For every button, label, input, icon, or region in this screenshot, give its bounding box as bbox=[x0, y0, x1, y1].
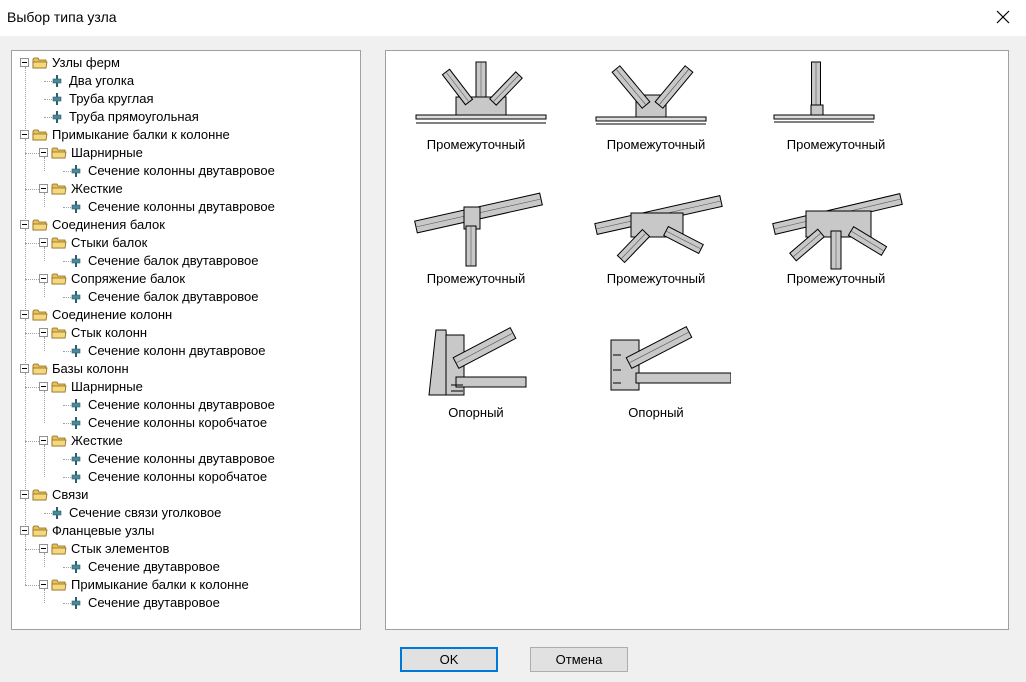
tree-folder-item[interactable] bbox=[51, 324, 147, 342]
truss-node-6-drawing bbox=[771, 191, 911, 271]
support-node-2-drawing bbox=[591, 325, 731, 405]
collapse-toggle-icon[interactable] bbox=[39, 238, 48, 247]
collapse-toggle-icon[interactable] bbox=[39, 382, 48, 391]
node-preview-card[interactable] bbox=[566, 51, 746, 171]
node-preview-card[interactable] bbox=[386, 51, 566, 171]
tree-leaf-item[interactable] bbox=[70, 396, 275, 414]
collapse-toggle-icon[interactable] bbox=[39, 580, 48, 589]
collapse-toggle-icon[interactable] bbox=[20, 58, 29, 67]
truss-node-2-drawing bbox=[591, 57, 731, 137]
folder-icon bbox=[32, 308, 48, 322]
node-preview-card[interactable] bbox=[386, 185, 566, 305]
tree-item-label: Фланцевые узлы bbox=[52, 523, 155, 538]
collapse-toggle-icon[interactable] bbox=[39, 148, 48, 157]
node-item-icon bbox=[70, 344, 82, 358]
tree-leaf-item[interactable] bbox=[70, 342, 266, 360]
tree-item-label: Труба прямоугольная bbox=[69, 109, 199, 124]
tree-item-label: Базы колонн bbox=[52, 361, 129, 376]
folder-icon bbox=[32, 488, 48, 502]
collapse-toggle-icon[interactable] bbox=[39, 436, 48, 445]
tree-folder-item[interactable] bbox=[51, 234, 147, 252]
node-preview-label: Промежуточный bbox=[606, 271, 706, 286]
tree-folder-item[interactable] bbox=[51, 144, 143, 162]
node-item-icon bbox=[70, 596, 82, 610]
tree-item-label: Соединения балок bbox=[52, 217, 165, 232]
tree-item-label: Сечение двутавровое bbox=[88, 595, 220, 610]
tree-folder-item[interactable] bbox=[32, 486, 88, 504]
node-preview-card[interactable] bbox=[746, 51, 926, 171]
tree-item-label: Шарнирные bbox=[71, 379, 143, 394]
node-type-tree[interactable] bbox=[11, 50, 361, 630]
tree-folder-item[interactable] bbox=[51, 270, 185, 288]
node-preview-label: Промежуточный bbox=[786, 271, 886, 286]
node-preview-label: Промежуточный bbox=[606, 137, 706, 152]
tree-item-label: Сечение балок двутавровое bbox=[88, 289, 259, 304]
truss-node-5-drawing bbox=[591, 191, 731, 271]
folder-icon bbox=[32, 128, 48, 142]
folder-icon bbox=[32, 362, 48, 376]
node-item-icon bbox=[70, 416, 82, 430]
tree-item-label: Сечение колонны коробчатое bbox=[88, 415, 268, 430]
node-preview-card[interactable] bbox=[566, 185, 746, 305]
tree-leaf-item[interactable] bbox=[51, 90, 154, 108]
collapse-toggle-icon[interactable] bbox=[20, 310, 29, 319]
folder-icon bbox=[51, 146, 67, 160]
node-preview-label: Опорный bbox=[448, 405, 504, 420]
folder-icon bbox=[51, 434, 67, 448]
truss-node-1-drawing bbox=[411, 57, 551, 137]
collapse-toggle-icon[interactable] bbox=[20, 364, 29, 373]
tree-item-label: Жесткие bbox=[71, 433, 123, 448]
tree-item-label: Стыки балок bbox=[71, 235, 148, 250]
node-item-icon bbox=[51, 506, 63, 520]
node-item-icon bbox=[51, 74, 63, 88]
tree-folder-item[interactable] bbox=[32, 360, 129, 378]
node-item-icon bbox=[70, 470, 82, 484]
collapse-toggle-icon[interactable] bbox=[20, 490, 29, 499]
ok-button[interactable] bbox=[400, 647, 498, 672]
tree-leaf-item[interactable] bbox=[70, 288, 258, 306]
tree-leaf-item[interactable] bbox=[70, 252, 258, 270]
close-button[interactable] bbox=[980, 0, 1026, 34]
tree-folder-item[interactable] bbox=[51, 432, 123, 450]
collapse-toggle-icon[interactable] bbox=[20, 220, 29, 229]
tree-item-label: Связи bbox=[52, 487, 89, 502]
tree-item-label: Сечение колонны двутавровое bbox=[88, 397, 275, 412]
tree-folder-item[interactable] bbox=[32, 306, 172, 324]
tree-item-label: Труба круглая bbox=[69, 91, 154, 106]
node-preview-label: Промежуточный bbox=[426, 137, 526, 152]
cancel-label: Отмена bbox=[555, 652, 603, 667]
collapse-toggle-icon[interactable] bbox=[39, 184, 48, 193]
node-preview-panel bbox=[385, 50, 1009, 630]
tree-item-label: Стык элементов bbox=[71, 541, 170, 556]
node-preview-card[interactable] bbox=[386, 319, 566, 439]
collapse-toggle-icon[interactable] bbox=[20, 130, 29, 139]
node-item-icon bbox=[70, 290, 82, 304]
folder-icon bbox=[32, 524, 48, 538]
tree-folder-item[interactable] bbox=[32, 216, 165, 234]
collapse-toggle-icon[interactable] bbox=[39, 328, 48, 337]
tree-item-label: Сечение колонны коробчатое bbox=[88, 469, 268, 484]
node-preview-label: Промежуточный bbox=[786, 137, 886, 152]
tree-folder-item[interactable] bbox=[51, 378, 143, 396]
collapse-toggle-icon[interactable] bbox=[39, 274, 48, 283]
tree-leaf-item[interactable] bbox=[70, 414, 267, 432]
collapse-toggle-icon[interactable] bbox=[39, 544, 48, 553]
tree-item-label: Шарнирные bbox=[71, 145, 143, 160]
tree-folder-item[interactable] bbox=[51, 180, 123, 198]
tree-item-label: Сечение балок двутавровое bbox=[88, 253, 259, 268]
node-preview-card[interactable] bbox=[746, 185, 926, 305]
node-item-icon bbox=[70, 200, 82, 214]
tree-item-label: Примыкание балки к колонне bbox=[52, 127, 230, 142]
tree-leaf-item[interactable] bbox=[70, 594, 220, 612]
folder-icon bbox=[32, 56, 48, 70]
folder-icon bbox=[51, 326, 67, 340]
folder-icon bbox=[51, 542, 67, 556]
close-icon bbox=[996, 10, 1010, 24]
folder-icon bbox=[32, 218, 48, 232]
tree-item-label: Сечение колонны двутавровое bbox=[88, 199, 275, 214]
tree-item-label: Сечение колонны двутавровое bbox=[88, 451, 275, 466]
tree-item-label: Примыкание балки к колонне bbox=[71, 577, 249, 592]
tree-item-label: Сечение связи уголковое bbox=[69, 505, 222, 520]
folder-icon bbox=[51, 182, 67, 196]
node-item-icon bbox=[51, 110, 63, 124]
node-item-icon bbox=[70, 560, 82, 574]
node-item-icon bbox=[70, 254, 82, 268]
support-node-1-drawing bbox=[411, 325, 551, 405]
folder-icon bbox=[51, 578, 67, 592]
ok-label: OK bbox=[439, 652, 459, 667]
tree-item-label: Сечение колонны двутавровое bbox=[88, 163, 275, 178]
tree-folder-item[interactable] bbox=[51, 576, 249, 594]
tree-folder-item[interactable] bbox=[32, 54, 120, 72]
node-preview-label: Промежуточный bbox=[426, 271, 526, 286]
tree-leaf-item[interactable] bbox=[70, 450, 275, 468]
folder-icon bbox=[51, 236, 67, 250]
node-preview-label: Опорный bbox=[628, 405, 684, 420]
truss-node-4-drawing bbox=[411, 191, 551, 271]
tree-item-label: Два уголка bbox=[69, 73, 135, 88]
node-item-icon bbox=[70, 398, 82, 412]
tree-folder-item[interactable] bbox=[51, 540, 169, 558]
tree-item-label: Стык колонн bbox=[71, 325, 148, 340]
tree-leaf-item[interactable] bbox=[70, 558, 220, 576]
tree-leaf-item[interactable] bbox=[51, 504, 221, 522]
tree-item-label: Узлы ферм bbox=[52, 55, 120, 70]
collapse-toggle-icon[interactable] bbox=[20, 526, 29, 535]
tree-item-label: Сечение колонн двутавровое bbox=[88, 343, 266, 358]
tree-leaf-item[interactable] bbox=[51, 108, 199, 126]
title-bar bbox=[0, 0, 1026, 36]
tree-folder-item[interactable] bbox=[32, 126, 230, 144]
folder-icon bbox=[51, 380, 67, 394]
node-item-icon bbox=[70, 164, 82, 178]
folder-icon bbox=[51, 272, 67, 286]
node-item-icon bbox=[51, 92, 63, 106]
tree-item-label: Соединение колонн bbox=[52, 307, 173, 322]
tree-item-label: Сечение двутавровое bbox=[88, 559, 220, 574]
tree-item-label: Сопряжение балок bbox=[71, 271, 186, 286]
window-title: Выбор типа узла bbox=[7, 9, 117, 25]
tree-leaf-item[interactable] bbox=[70, 162, 275, 180]
tree-folder-item[interactable] bbox=[32, 522, 154, 540]
tree-leaf-item[interactable] bbox=[70, 198, 275, 216]
tree-item-label: Жесткие bbox=[71, 181, 123, 196]
tree-leaf-item[interactable] bbox=[70, 468, 267, 486]
truss-node-3-drawing bbox=[771, 57, 911, 137]
node-item-icon bbox=[70, 452, 82, 466]
node-preview-card[interactable] bbox=[566, 319, 746, 439]
tree-leaf-item[interactable] bbox=[51, 72, 134, 90]
cancel-button[interactable] bbox=[530, 647, 628, 672]
